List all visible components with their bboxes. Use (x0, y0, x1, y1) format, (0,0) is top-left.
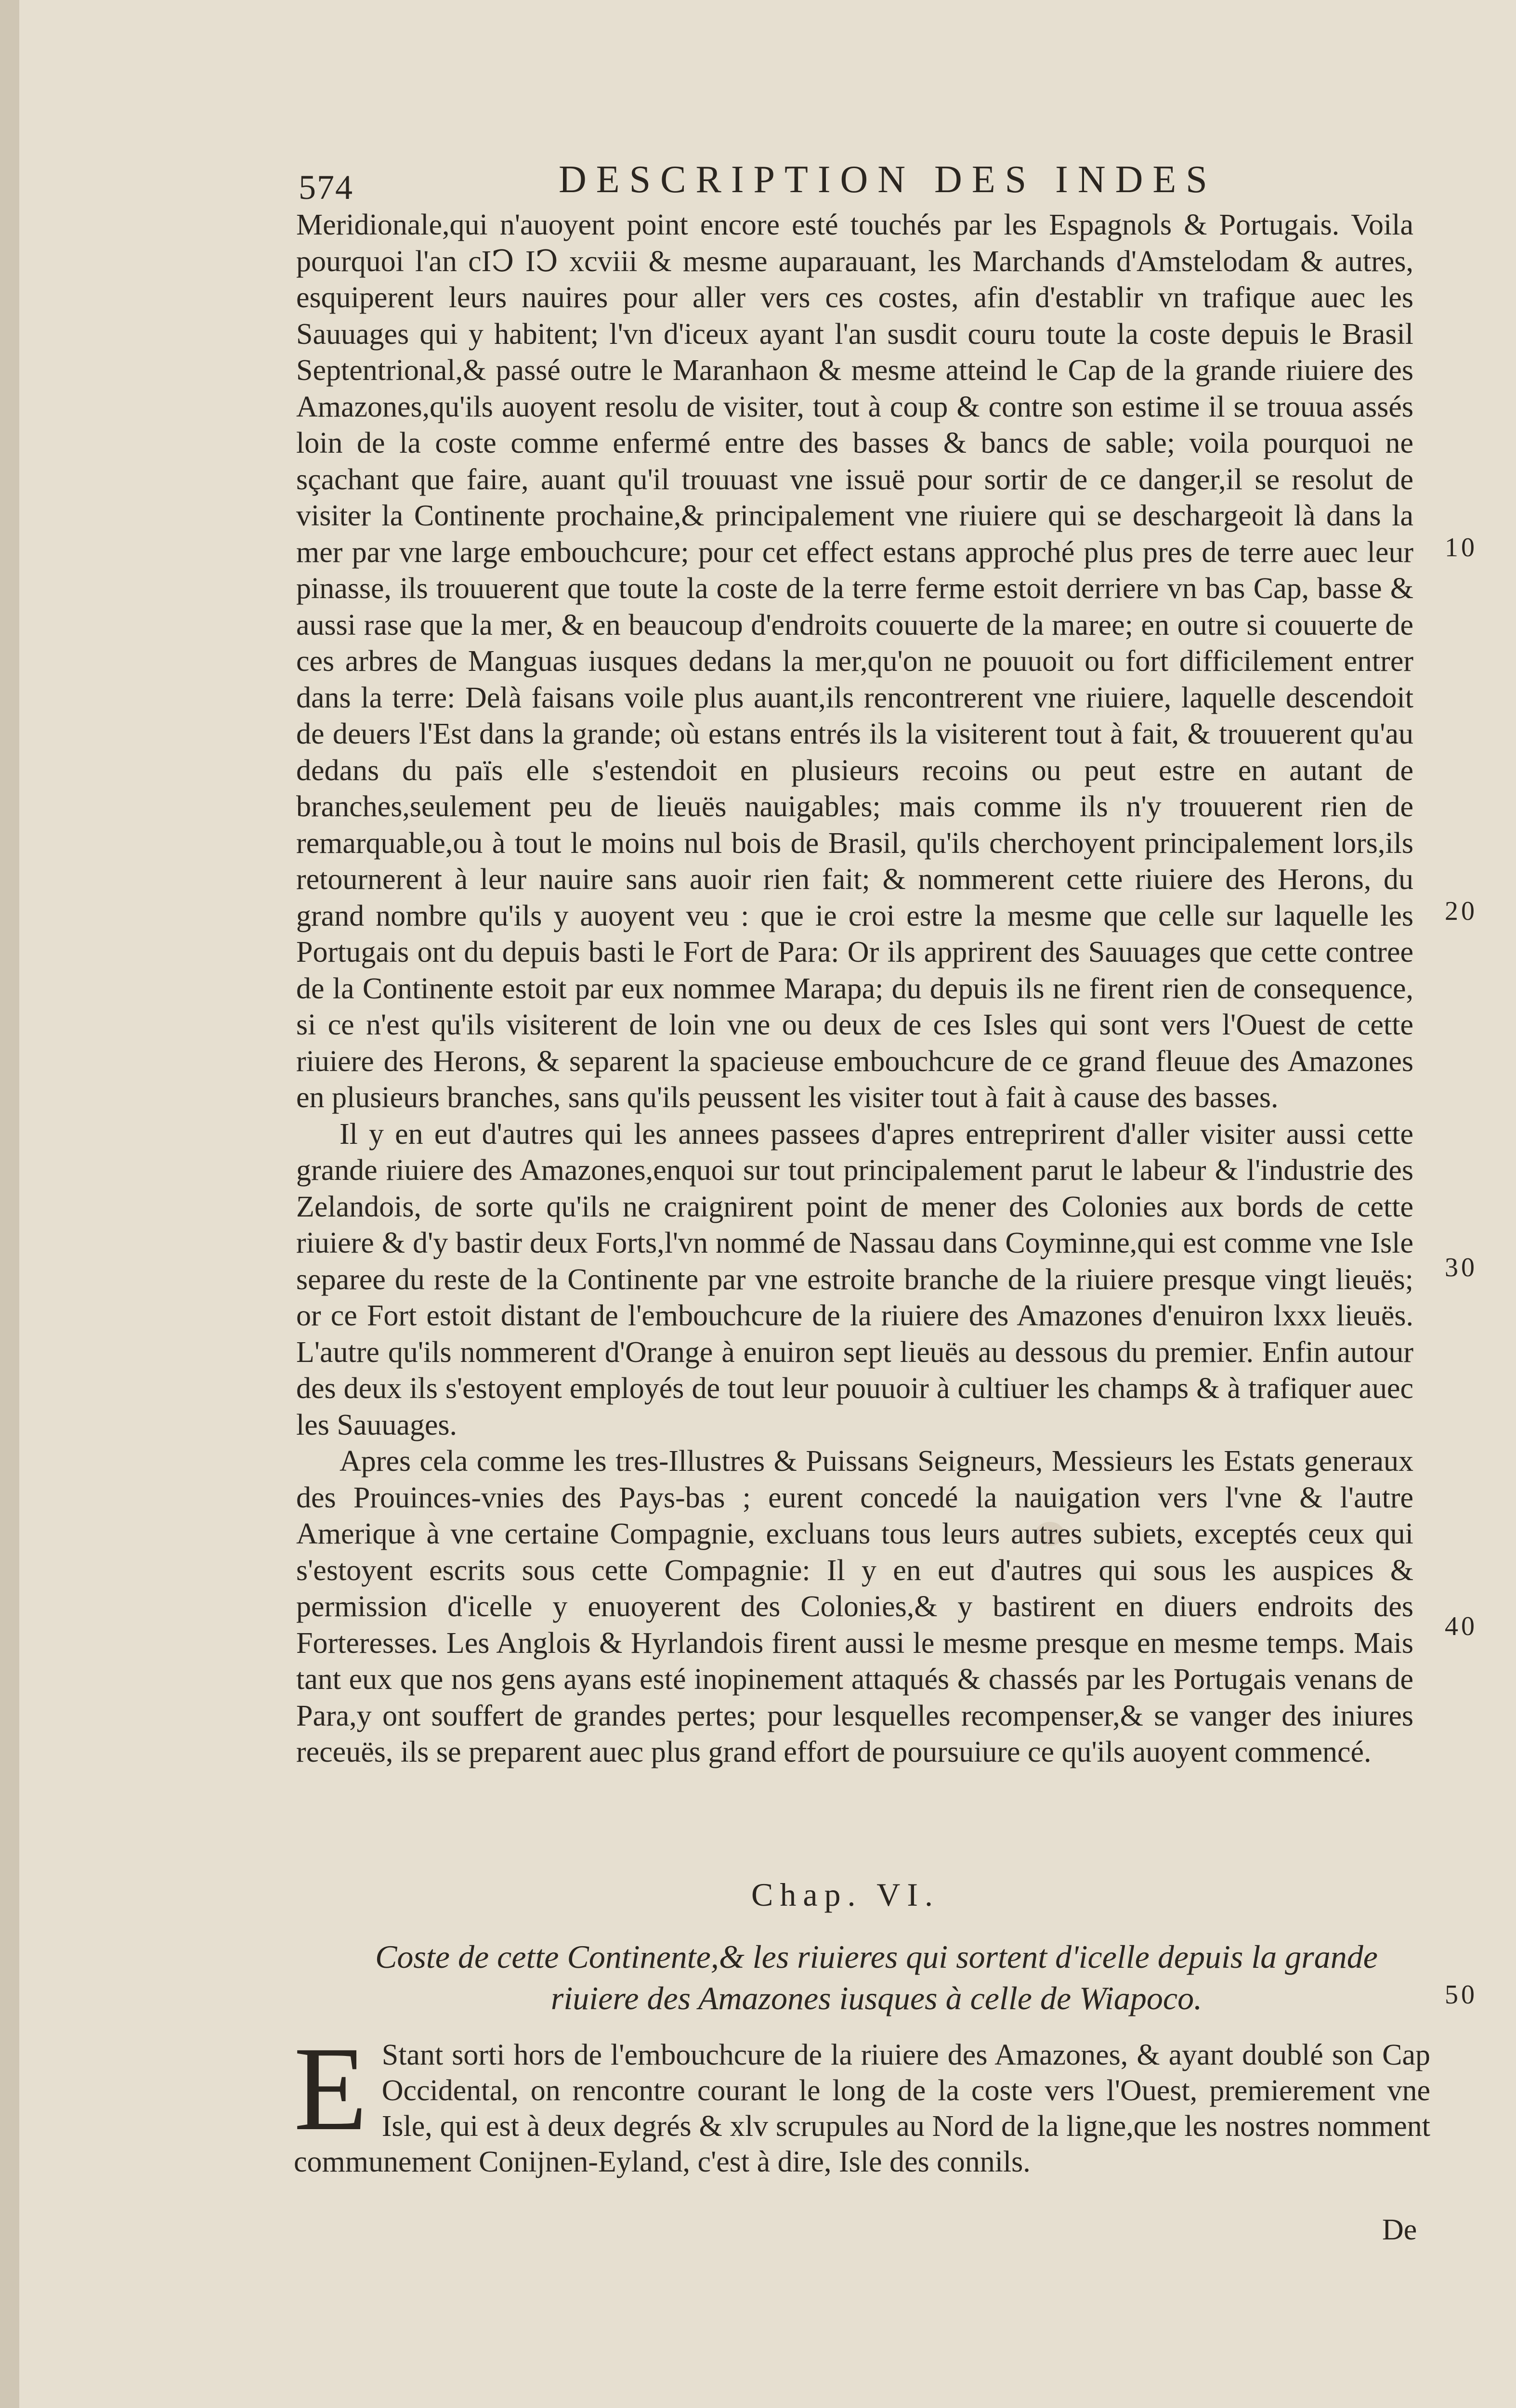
line-number-20: 20 (1445, 896, 1477, 926)
chapter-subtitle: Coste de cette Continente,& les riuieres qui sortent d'icelle depuis la grande riuiere des Amazones iusques à celle de Wiapoco. (375, 1938, 1378, 2016)
running-title: DESCRIPTION DES INDES (559, 158, 1217, 201)
line-number-40: 40 (1445, 1611, 1477, 1641)
paragraph-1: Meridionale,qui n'auoyent point encore esté touchés par les Espagnols & Portugais. Voila pourquoi l'an cIↃ IↃ xcviii & mesme auparauant, les Marchands d'Amstelodam & autres, esquiperent leurs nauires pour aller vers ces costes, afin d'establir vn trafique auec les Sauuages qui y habitent; l'vn d'iceux ayant l'an susdit couru toute la coste depuis le Brasil Septentrional,& passé outre le Maranhaon & mesme atteind le Cap de la grande riuiere des Amazones,qu'ils auoyent resolu de visiter, tout à coup & contre son estime il se trouua assés loin de la coste comme enfermé entre des basses & bancs de sable; voila pourquoi ne sçachant que faire, auant qu'il trouuast vne issuë pour sortir de ce danger,il se resolut de visiter la Continente prochaine,& principalement vne riuiere qui se deschargeoit là dans la mer par vne large embouchcure; pour cet effect estans approché plus pres de terre auec leur pinasse, ils trouuerent que toute la coste de la terre ferme estoit derriere vn bas Cap, basse & aussi rase que la mer, & en beaucoup d'endroits couuerte de la maree; en outre si couuerte de ces arbres de Manguas iusques dedans la mer,qu'on ne pouuoit ou fort difficilement entrer dans la terre: Delà faisans voile plus auant,ils rencontrerent vne riuiere, laquelle descendoit de deuers l'Est dans la grande; où estans entrés ils la visiterent tout à fait, & trouuerent qu'au dedans du païs elle s'estendoit en plusieurs recoins ou peut estre en autant de branches,seulement peu de lieuës nauigables; mais comme ils n'y trouuerent rien de remarquable,ou à tout le moins nul bois de Brasil, qu'ils cherchoyent principalement lors,ils retournerent à leur nauire sans auoir rien fait; & nommerent cette riuiere des Herons, du grand nombre qu'ils y auoyent veu : que ie croi estre la mesme que celle sur laquelle les Portugais ont du depuis basti le Fort de Para: Or ils apprirent des Sauuages que cette contree de la Continente estoit par eux nommee Marapa; du depuis ils ne firent rien de consequence, si ce n'est qu'ils visiterent de loin vne ou deux de ces Isles qui sont vers l'Ouest de cette riuiere des Herons, & separent la spacieuse embouchcure de ce grand fleuue des Amazones en plusieurs branches, sans qu'ils peussent les visiter tout à fait à cause des basses. (296, 209, 1413, 1114)
line-number-50: 50 (1445, 1980, 1477, 2010)
line-number-10: 10 (1445, 533, 1477, 563)
paragraph-3: Apres cela comme les tres-Illustres & Puissans Seigneurs, Messieurs les Estats generaux des Prouinces-vnies des Pays-bas ; eurent concedé la nauigation vers l'vne & l'autre Amerique à vne certaine Compagnie, excluans tous leurs autres subiets, exceptés ceux qui s'estoyent escrits sous cette Compagnie: Il y en eut d'autres qui sous les auspices & permission d'icelle y enuoyerent des Colonies,& y bastirent en diuers endroits des Forteresses. Les Anglois & Hyrlandois firent aussi le mesme presque en mesme temps. Mais tant eux que nos gens ayans esté inopinement attaqués & chassés par les Portugais venans de Para,y ont souffert de grandes pertes; pour lesquelles recompenser,& se vanger des iniures receuës, ils se preparent auec plus grand effort de poursuiure ce qu'ils auoyent commencé. (296, 1445, 1413, 1768)
page-number: 574 (299, 168, 353, 207)
catchword: De (1382, 2213, 1417, 2246)
chapter-text (294, 2022, 1430, 2180)
drop-cap-initial: E (294, 2022, 367, 2156)
line-number-30: 30 (1445, 1253, 1477, 1283)
paragraph-2: Il y en eut d'autres qui les annees passees d'apres entreprirent d'aller visiter aussi cette grande riuiere des Amazones,enquoi sur tout principalement parut le labeur & l'industrie des Zelandois, de sorte qu'ils ne craignirent point de mener des Colonies aux bords de cette riuiere & d'y bastir deux Forts,l'vn nommé de Nassau dans Coyminne,qui est comme vne Isle separee du reste de la Continente par vne estroite branche de la riuiere presque vingt lieuës; or ce Fort estoit distant de l'embouchcure de la riuiere des Amazones d'enuiron lxxx lieuës. L'autre qu'ils nommerent d'Orange à enuiron sept lieuës au dessous du premier. Enfin autour des deux ils s'estoyent employés de tout leur pouuoir à cultiuer les champs & à trafiquer auec les Sauuages. (296, 1117, 1413, 1441)
chapter-paragraph: Stant sorti hors de l'embouchcure de la riuiere des Amazones, & ayant doublé son Cap Occidental, on rencontre courant le long de la coste vers l'Ouest, premierement vne Isle, qui est à deux degrés & xlv scrupules au Nord de la ligne,que les nostres nomment communement Conijnen-Eyland, c'est à dire, Isle des connils. (294, 2039, 1430, 2178)
chapter-heading: Chap. VI. (751, 1876, 940, 1913)
